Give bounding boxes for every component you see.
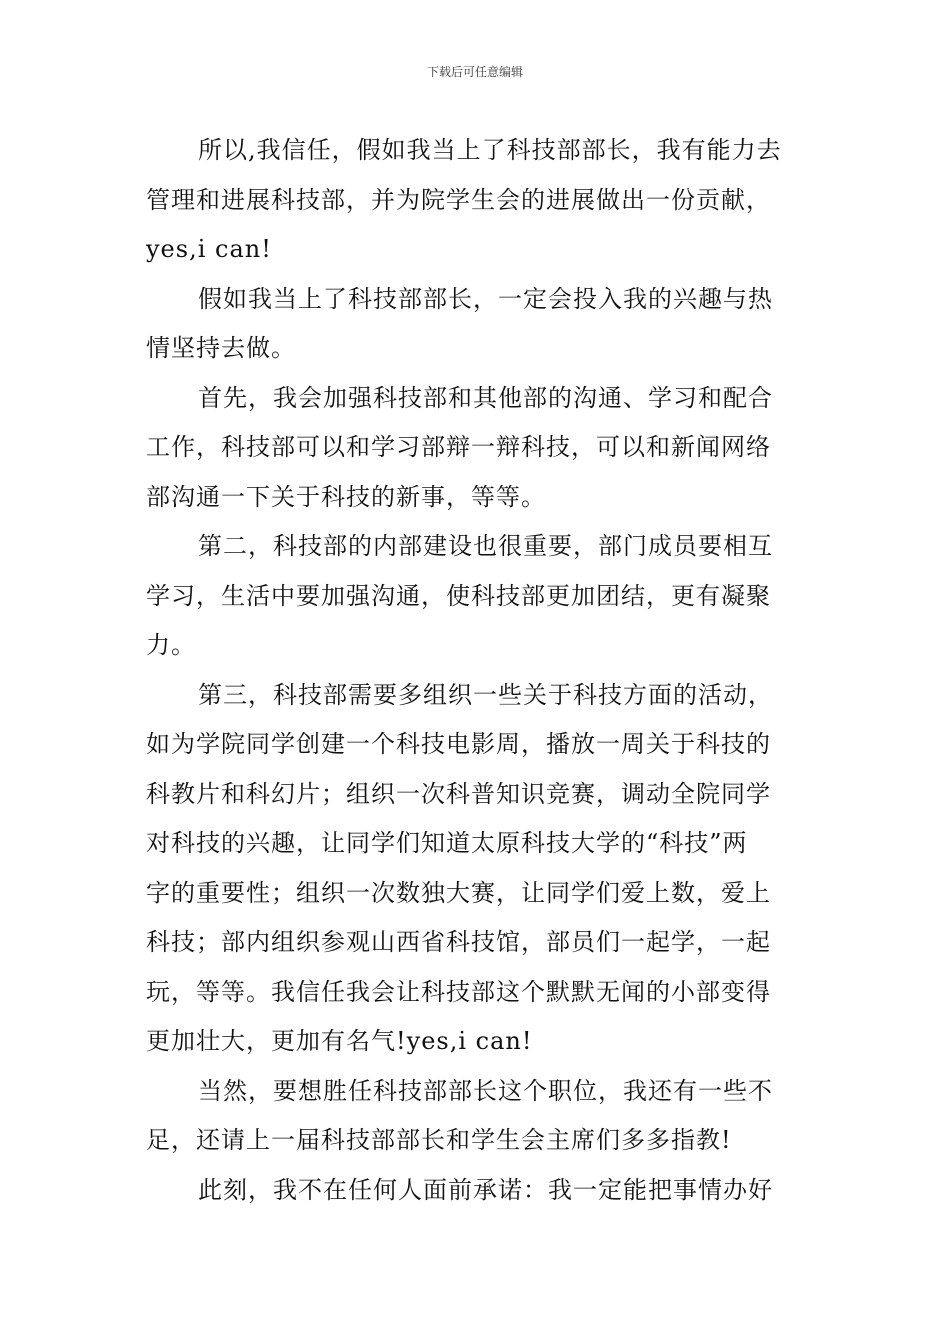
text-line: 此刻，我不在任何人面前承诺：我一定能把事情办好: [198, 1175, 773, 1204]
text-line: yes,i can!: [146, 235, 272, 263]
text-line: 假如我当上了科技部部长，一定会投入我的兴趣与热: [198, 284, 773, 313]
text-line: 当然，要想胜任科技部部长这个职位，我还有一些不: [198, 1076, 773, 1105]
text-line: 更加壮大，更加有名气!yes,i can!: [146, 1027, 533, 1055]
text-line: 科技；部内组织参观山西省科技馆，部员们一起学，一起: [146, 928, 771, 956]
text-line: 科教片和科幻片；组织一次科普知识竞赛，调动全院同学: [146, 779, 771, 808]
text-line: 学习，生活中要加强沟通，使科技部更加团结，更有凝聚: [146, 581, 771, 610]
text-line: 管理和进展科技部，并为院学生会的进展做出一份贡献，: [146, 185, 771, 214]
document-body: [146, 126, 810, 1215]
text-line: 第二，科技部的内部建设也很重要，部门成员要相互: [198, 532, 773, 560]
text-line: 所以,我信任，假如我当上了科技部部长，我有能力去: [198, 136, 782, 164]
text-line: 字的重要性；组织一次数独大赛，让同学们爱上数，爱上: [146, 878, 771, 907]
text-line: 第三，科技部需要多组织一些关于科技方面的活动，: [198, 680, 773, 709]
text-line: 情坚持去做。: [146, 334, 296, 362]
text-line: 如为学院同学创建一个科技电影周，播放一周关于科技的: [146, 730, 771, 758]
text-line: 部沟通一下关于科技的新事，等等。: [146, 482, 546, 511]
text-line: 玩，等等。我信任我会让科技部这个默默无闻的小部变得: [146, 977, 771, 1006]
text-line: 足，还请上一届科技部部长和学生会主席们多多指教!: [146, 1126, 732, 1154]
text-line: 对科技的兴趣，让同学们知道太原科技大学的“科技”两: [146, 829, 748, 857]
text-line: 力。: [146, 631, 196, 659]
text-line: 工作，科技部可以和学习部辩一辩科技，可以和新闻网络: [146, 433, 771, 461]
text-line: 首先，我会加强科技部和其他部的沟通、学习和配合: [198, 383, 773, 412]
page-header: 下载后可任意编辑: [426, 65, 523, 79]
